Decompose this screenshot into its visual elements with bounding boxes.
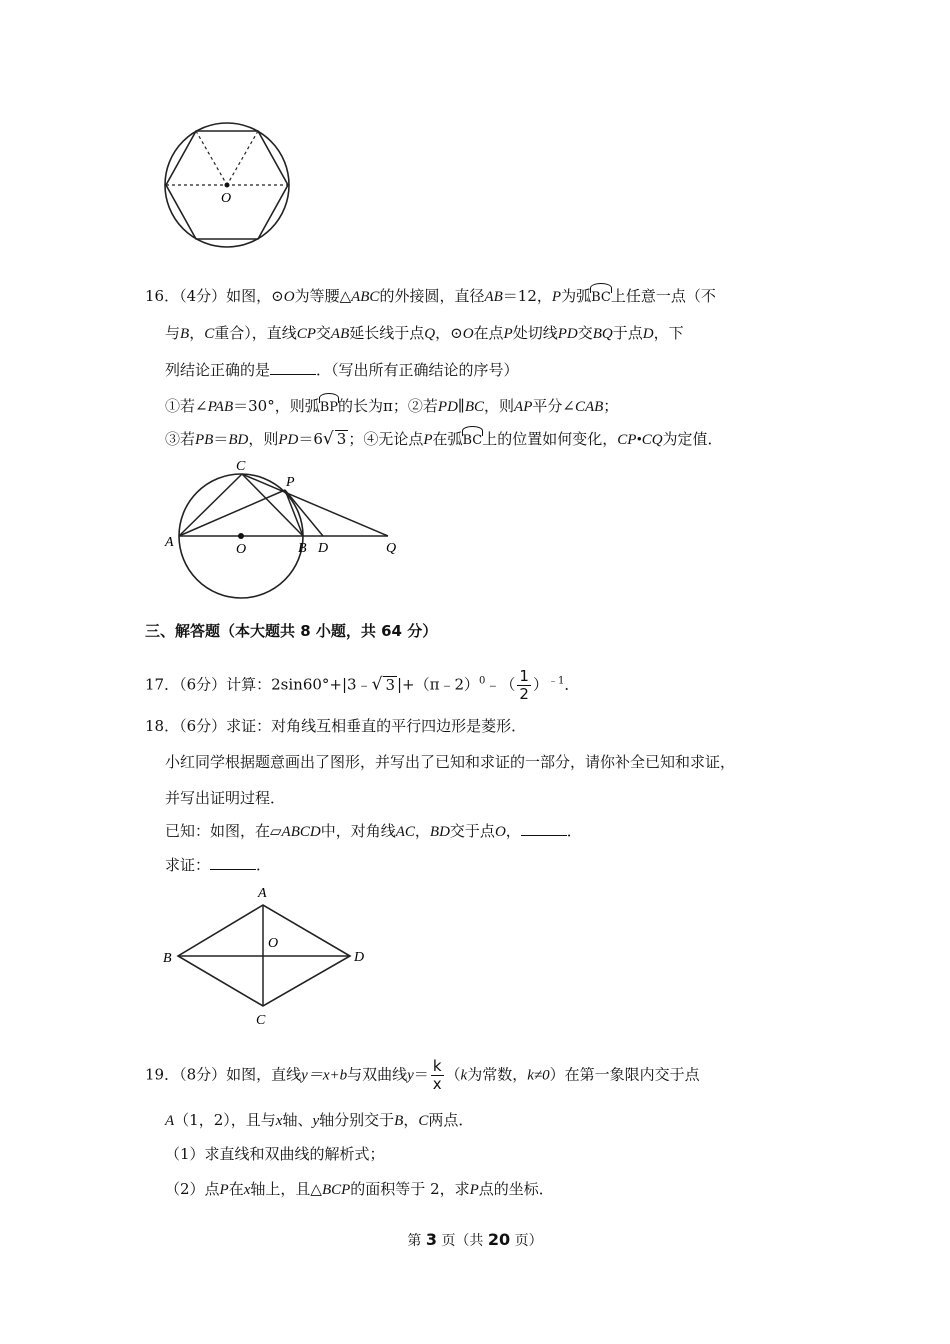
q19-line1: 19．（8分）如图，直线y＝x+b与双曲线y＝ $\frac{k}{x}$ （k为常数，k≠0）在第一象限内交于点 bbox=[145, 1057, 700, 1093]
arc-bc-2: BC bbox=[463, 431, 483, 451]
q16-line2: 与B，C重合），直线CP交AB延长线于点Q，⊙O在点P处切线PD交BQ于点D，下 bbox=[165, 324, 684, 342]
circle-tangent-figure bbox=[160, 455, 410, 610]
label-C: C bbox=[236, 459, 246, 474]
arc-bp: BP bbox=[320, 398, 338, 418]
label-O: O bbox=[236, 542, 247, 557]
hexagon-circle-figure bbox=[155, 118, 300, 253]
page-footer: 第 3 页（共 20 页） bbox=[407, 1230, 543, 1249]
rhombus-figure bbox=[158, 880, 373, 1030]
label-Q: Q bbox=[386, 541, 397, 556]
q16-line3: 列结论正确的是 ．（写出所有正确结论的序号） bbox=[165, 361, 519, 379]
q16-line1: 16．（4分）如图，⊙O为等腰△ABC的外接圆，直径AB＝12，P为弧BC上任意一点（不 bbox=[145, 286, 716, 308]
q16-option1: ①若∠PAB＝30°，则弧BP的长为π；②若PD∥BC，则AP平分∠CAB； bbox=[165, 396, 618, 418]
q17-line: 17．（6分）计算：2sin60°+|3﹣√ 3 |+（π﹣2）$^0$﹣（ $\frac{1}{2}$ ）$^{﹣1}$． bbox=[145, 667, 580, 703]
q18-line1: 18．（6分）求证：对角线互相垂直的平行四边形是菱形． bbox=[145, 717, 527, 735]
q19-part2: （2）点P在x轴上，且△BCP的面积等于 2，求P点的坐标． bbox=[165, 1180, 554, 1198]
answer-blank[interactable] bbox=[270, 360, 316, 375]
label-B: B bbox=[298, 541, 307, 556]
label-D: D bbox=[354, 950, 365, 965]
sqrt-icon: √ bbox=[371, 674, 383, 695]
label-O: O bbox=[268, 936, 279, 951]
given-blank[interactable] bbox=[521, 821, 567, 836]
fraction-k-over-x: $\frac{k}{x}$ bbox=[432, 1057, 442, 1093]
sqrt-icon: √ bbox=[322, 429, 334, 449]
label-P: P bbox=[286, 475, 295, 490]
label-C: C bbox=[256, 1013, 266, 1028]
q19-line2: A（1，2），且与x轴、y轴分别交于B，C两点． bbox=[165, 1111, 474, 1129]
label-D: D bbox=[318, 541, 329, 556]
label-A: A bbox=[258, 886, 267, 901]
q16-option3: ③若PB＝BD，则PD＝6√ 3 ；④无论点P在弧BC上的位置如何变化，CP•CQ为定值． bbox=[165, 429, 723, 449]
arc-bc: BC bbox=[591, 288, 611, 308]
prove-blank[interactable] bbox=[210, 855, 256, 870]
label-O: O bbox=[221, 191, 232, 206]
fraction-half: $\frac{1}{2}$ bbox=[519, 667, 529, 703]
q18-line3: 并写出证明过程． bbox=[165, 789, 286, 807]
q19-part1: （1）求直线和双曲线的解析式； bbox=[165, 1145, 385, 1163]
q18-prove: 求证： ． bbox=[165, 856, 272, 874]
q18-line2: 小红同学根据题意画出了图形，并写出了已知和求证的一部分，请你补全已知和求证， bbox=[165, 753, 736, 771]
q18-given: 已知：如图，在▱ABCD中，对角线AC，BD交于点O， ． bbox=[165, 822, 582, 840]
section-heading: 三、解答题（本大题共 8 小题，共 64 分） bbox=[145, 622, 438, 640]
label-A: A bbox=[165, 535, 174, 550]
label-B: B bbox=[163, 951, 172, 966]
